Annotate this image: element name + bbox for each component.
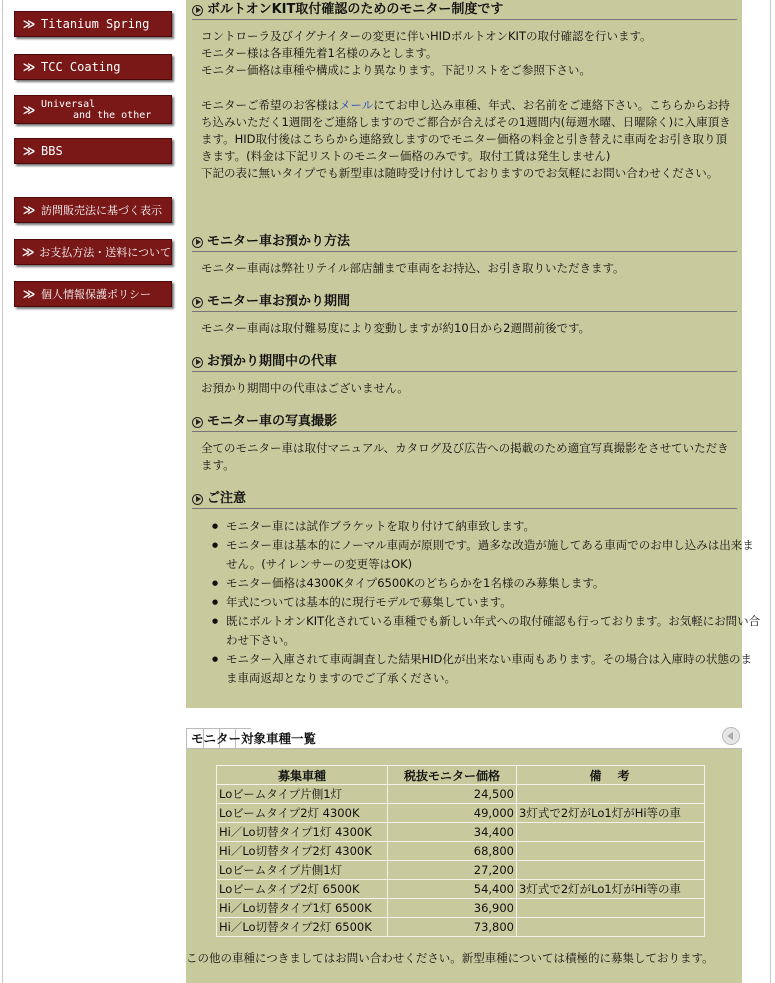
list-item: ● モニター車は基本的にノーマル車両が原則です。過多な改造が施してある車両でのお申し込みは出来ません。(サイレンサーの変更等はOK) bbox=[226, 536, 762, 574]
table-row bbox=[217, 861, 705, 880]
vehicle-type: Loビームタイプ2灯 4300K bbox=[217, 804, 388, 823]
table-row bbox=[217, 842, 705, 861]
chevron-right-icon: ≫ bbox=[22, 60, 34, 74]
section-heading: ご注意 bbox=[192, 491, 737, 509]
play-circle-icon bbox=[192, 297, 203, 308]
chevron-right-icon: ≫ bbox=[22, 17, 34, 31]
table-title: モニター対象車種一覧 bbox=[191, 731, 317, 746]
play-circle-icon bbox=[192, 417, 203, 428]
list-item: ● 年式については基本的に現行モデルで募集しています。 bbox=[226, 593, 762, 612]
vehicle-type: Loビームタイプ2灯 6500K bbox=[217, 880, 388, 899]
table-row bbox=[217, 823, 705, 842]
sidebar-item-payment-shipping[interactable] bbox=[14, 239, 172, 265]
sidebar-item-label: 個人情報保護ポリシー bbox=[41, 288, 151, 301]
monitor-price: 54,400 bbox=[388, 880, 517, 899]
table-title-bar bbox=[186, 725, 742, 749]
sidebar-item-label: BBS bbox=[41, 144, 63, 158]
remarks: 3灯式で2灯がLo1灯がHi等の車 bbox=[517, 804, 705, 823]
sidebar-item-bbs[interactable] bbox=[14, 138, 172, 164]
vehicle-type: Loビームタイプ片側1灯 bbox=[217, 861, 388, 880]
section-text: モニター車両は取付難易度により変動しますが約10日から2週間前後です。 bbox=[201, 321, 591, 335]
column-header: 募集車種 bbox=[217, 766, 388, 785]
remarks bbox=[517, 842, 705, 861]
list-item: ● モニター価格は4300Kタイプ6500Kのどちらかを1名様のみ募集します。 bbox=[226, 574, 762, 593]
vehicle-type: Hi／Lo切替タイプ1灯 4300K bbox=[217, 823, 388, 842]
chevron-right-icon: ≫ bbox=[21, 245, 33, 259]
sidebar-item-label: Titanium Spring bbox=[41, 17, 150, 31]
vehicle-type: Hi／Lo切替タイプ1灯 6500K bbox=[217, 899, 388, 918]
table-row bbox=[217, 899, 705, 918]
chevron-right-icon: ≫ bbox=[22, 203, 34, 217]
monitor-price: 73,800 bbox=[388, 918, 517, 937]
table-row bbox=[217, 880, 705, 899]
list-item: ● モニター入庫されて車両調査した結果HID化が出来ない車両もあります。その場合は入庫時の状態のまま車両返却となりますのでご了承ください。 bbox=[226, 650, 762, 688]
sidebar-item-titanium-spring[interactable] bbox=[14, 11, 172, 37]
section-heading: ボルトオンKIT取付確認のためのモニター制度です bbox=[192, 2, 737, 20]
sidebar-item-universal[interactable] bbox=[14, 95, 172, 124]
chevron-right-icon: ≫ bbox=[22, 144, 34, 158]
monitor-price: 49,000 bbox=[388, 804, 517, 823]
section-text: モニター車両は弊社リテイル部店舗まで車両をお持込、お引き取りいただきます。 bbox=[201, 261, 625, 275]
chevron-right-icon: ≫ bbox=[22, 102, 34, 117]
sidebar-item-privacy-policy[interactable] bbox=[14, 281, 172, 307]
mail-link[interactable]: メール bbox=[339, 98, 374, 112]
sidebar-item-label: Universal and the other bbox=[41, 98, 152, 121]
section-text: 全てのモニター車は取付マニュアル、カタログ及び広告への掲載のため適宜写真撮影をさせていただきます。 bbox=[201, 441, 729, 472]
monitor-price: 27,200 bbox=[388, 861, 517, 880]
vehicle-type: Hi／Lo切替タイプ2灯 4300K bbox=[217, 842, 388, 861]
monitor-price: 68,800 bbox=[388, 842, 517, 861]
section-heading: モニター車お預かり期間 bbox=[192, 294, 737, 312]
remarks bbox=[517, 785, 705, 804]
sidebar-item-label: お支払方法・送料について bbox=[39, 246, 171, 259]
table-row bbox=[217, 785, 705, 804]
section-heading: モニター車の写真撮影 bbox=[192, 414, 737, 432]
section-heading: モニター車お預かり方法 bbox=[192, 234, 737, 252]
sidebar bbox=[0, 0, 186, 983]
table-header-row bbox=[217, 766, 705, 785]
sidebar-item-label: 訪問販売法に基づく表示 bbox=[41, 204, 162, 217]
sidebar-item-sales-law[interactable] bbox=[14, 197, 172, 223]
remarks: 3灯式で2灯がLo1灯がHi等の車 bbox=[517, 880, 705, 899]
play-circle-icon bbox=[192, 357, 203, 368]
section-heading: お預かり期間中の代車 bbox=[192, 354, 737, 372]
monitor-price: 34,400 bbox=[388, 823, 517, 842]
column-header: 税抜モニター価格 bbox=[388, 766, 517, 785]
column-header: 備 考 bbox=[517, 766, 705, 785]
section-text: お預かり期間中の代車はございません。 bbox=[201, 381, 409, 395]
sidebar-item-label: TCC Coating bbox=[41, 60, 121, 74]
list-item: ● モニター車には試作ブラケットを取り付けて納車致します。 bbox=[226, 517, 762, 536]
main-content bbox=[186, 0, 761, 708]
vehicle-type: Loビームタイプ片側1灯 bbox=[217, 785, 388, 804]
notes-list bbox=[201, 517, 762, 688]
monitor-intro: コントローラ及びイグナイターの変更に伴いHIDボルトオンKITの取付確認を行います。 モニター様は各車種先着1名様のみとします。 モニター価格は車種や構成により異なります。下記リストをご参照下さい。 bbox=[201, 29, 652, 77]
remarks bbox=[517, 861, 705, 880]
footer-note: この他の車種につきましてはお問い合わせください。新型車種については積極的に募集しております。 bbox=[186, 951, 714, 965]
table-row bbox=[217, 918, 705, 937]
list-item: ● 既にボルトオンKIT化されている車種でも新しい年式への取付確認も行っております。お気軽にお問い合わせ下さい。 bbox=[226, 612, 762, 650]
sidebar-item-tcc-coating[interactable] bbox=[14, 54, 172, 80]
frame-border-right bbox=[770, 0, 771, 983]
back-arrow-icon[interactable] bbox=[722, 727, 740, 745]
monitor-price: 24,500 bbox=[388, 785, 517, 804]
remarks bbox=[517, 823, 705, 842]
play-circle-icon bbox=[192, 237, 203, 248]
table-row bbox=[217, 804, 705, 823]
vehicle-type: Hi／Lo切替タイプ2灯 6500K bbox=[217, 918, 388, 937]
remarks bbox=[517, 899, 705, 918]
monitor-vehicle-section bbox=[186, 725, 742, 983]
monitor-application-text: モニターご希望のお客様はメールにてお申し込み車種、年式、お名前をご連絡下さい。こちらからお持ち込みいただく1週間をご連絡しますのでご都合が合えばその1週間内(毎週水曜、日曜除く)に入庫頂きます。HID取付後はこちらから連絡致しますのでモニター価格の料金と引き替えに車両をお引き取り頂きます。(料金は下記リストのモニター価格のみです。取付工賃は発生しません) 下記の表に無いタイプでも新型車は随時受け付けしておりますのでお気軽にお問い合わせください。 bbox=[201, 98, 731, 180]
play-circle-icon bbox=[192, 5, 203, 16]
monitor-price: 36,900 bbox=[388, 899, 517, 918]
remarks bbox=[517, 918, 705, 937]
chevron-right-icon: ≫ bbox=[22, 287, 34, 301]
monitor-vehicle-table bbox=[216, 765, 705, 937]
play-circle-icon bbox=[192, 494, 203, 505]
